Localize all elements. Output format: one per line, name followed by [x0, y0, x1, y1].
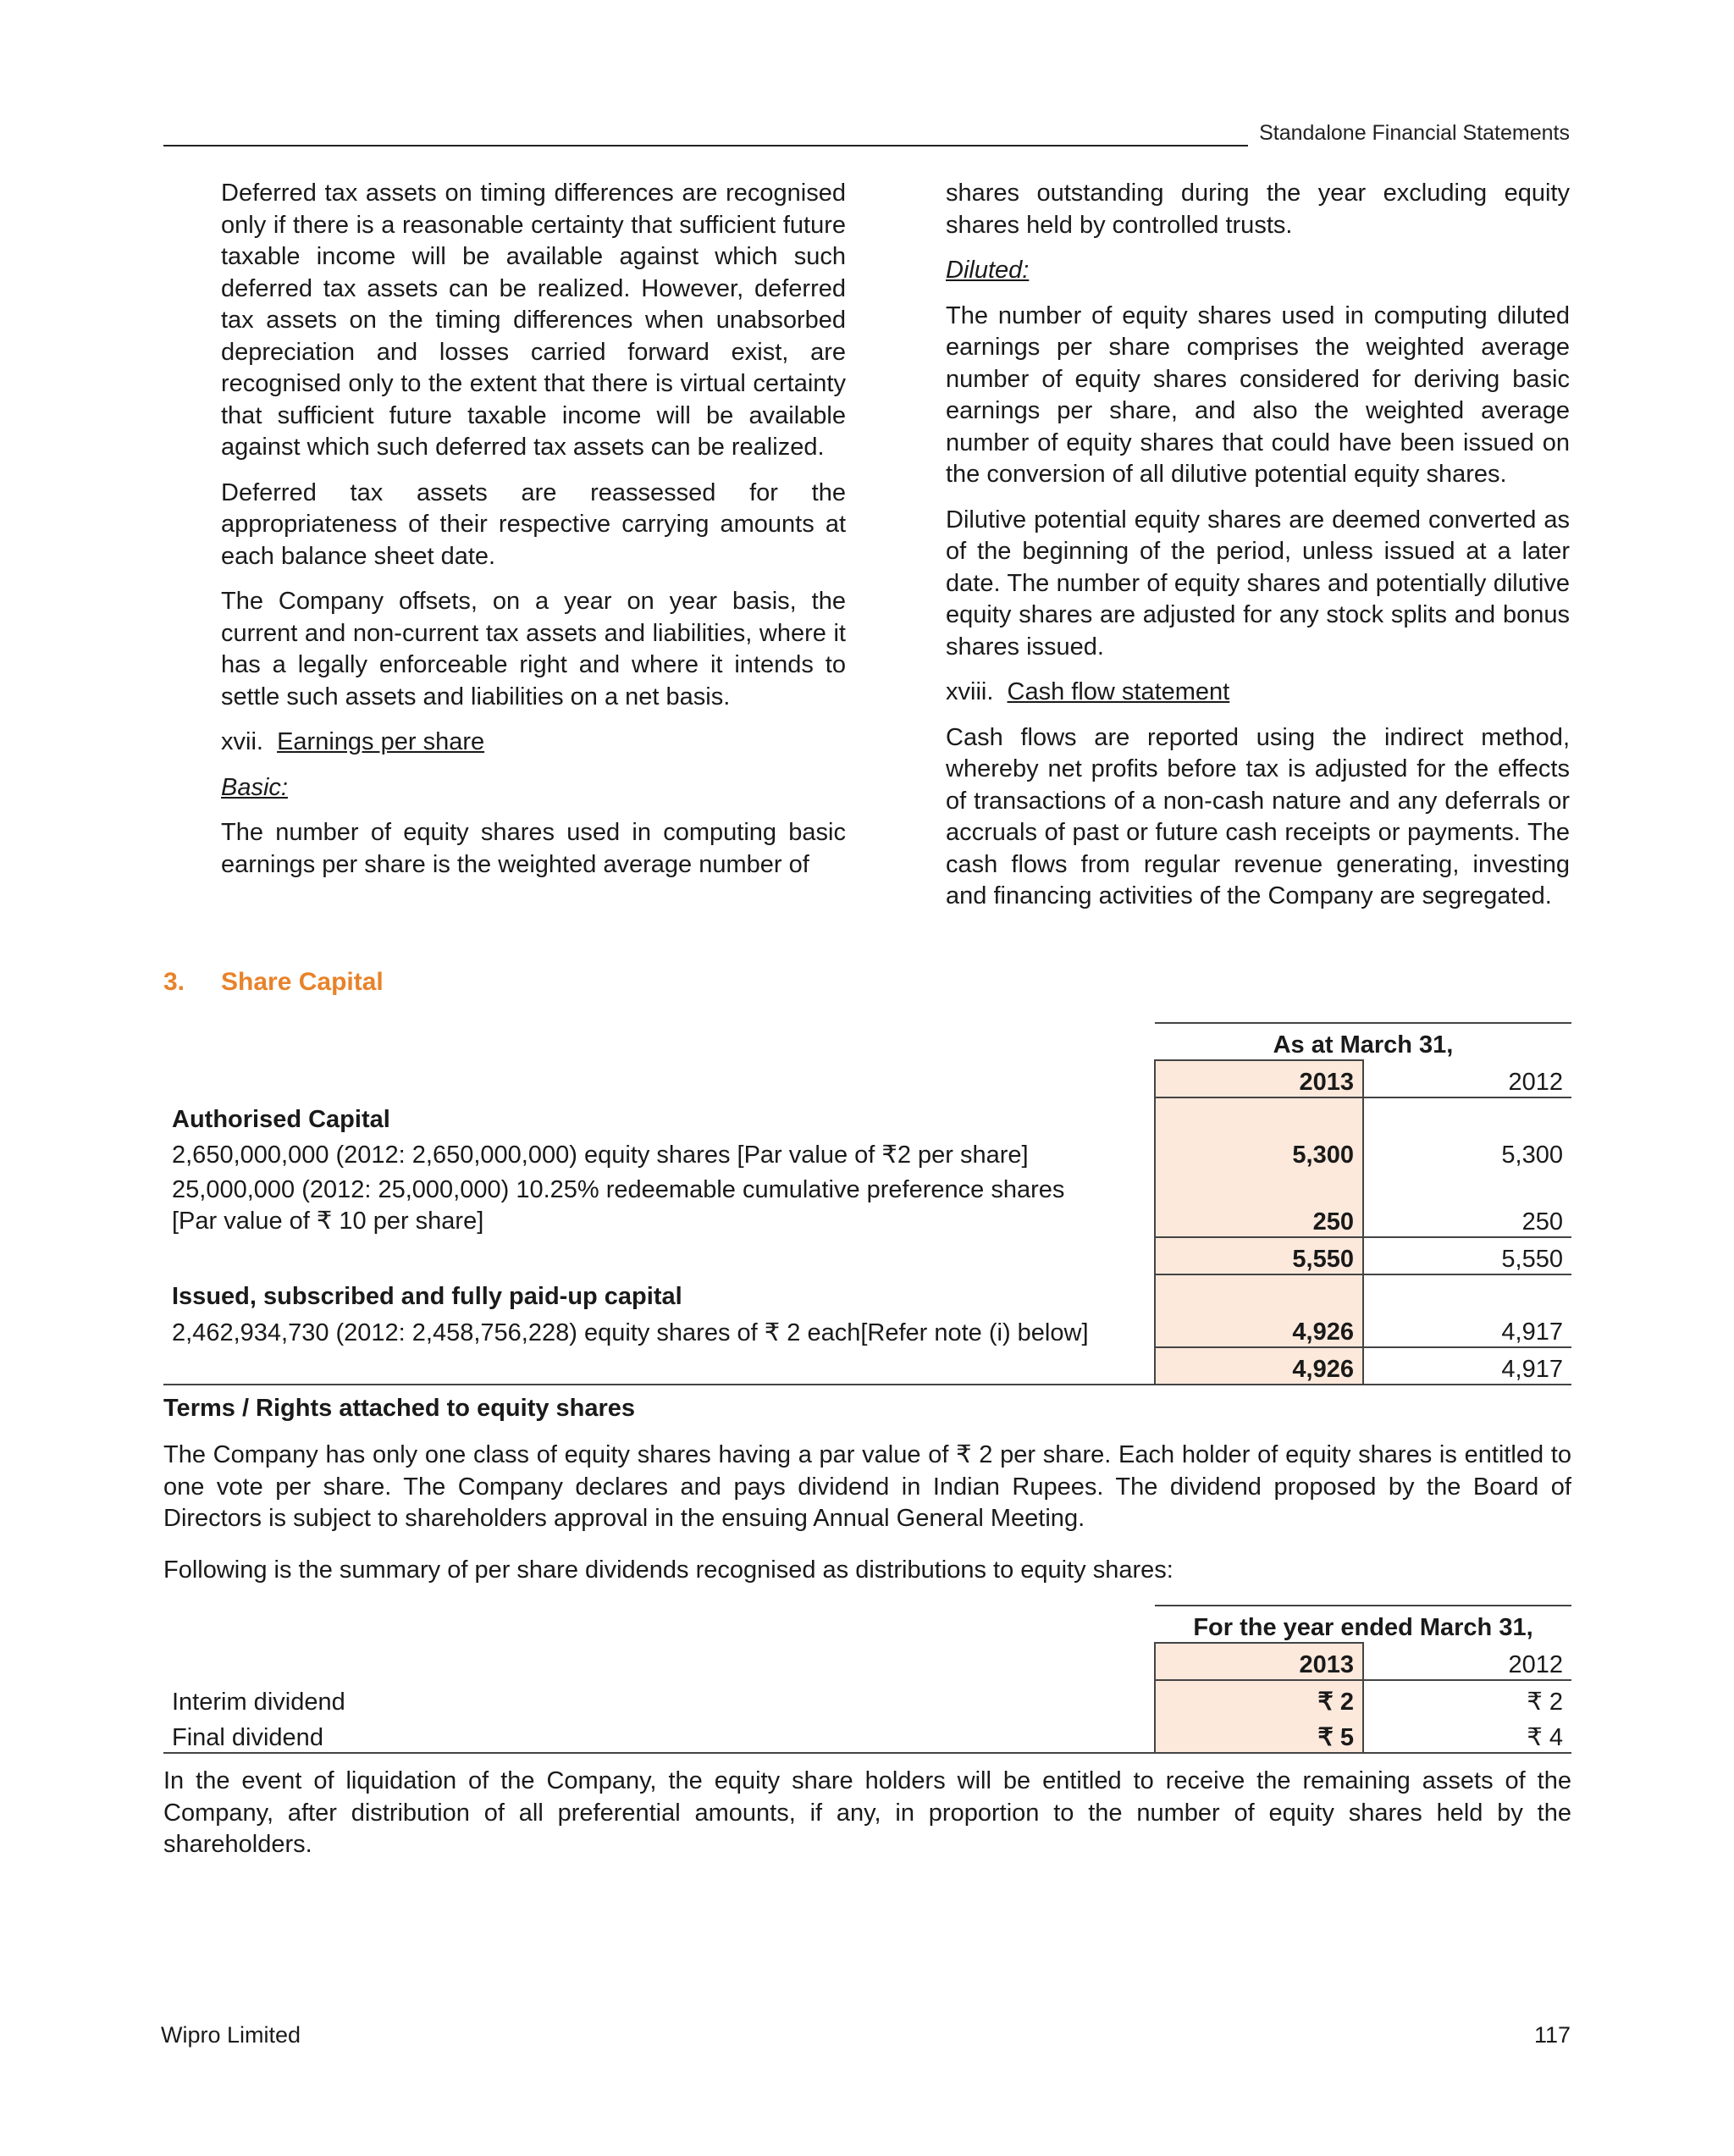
table-row: [163, 1606, 1571, 1643]
table-row: [163, 1169, 1571, 1237]
diluted-paragraph: The number of equity shares used in computing diluted earnings per share comprises the weighted average number of equity shares considered for deriving basic earnings per share, and also the weighted average number of equity shares that could have been issued on the conversion of all dilutive potential equity shares.: [946, 301, 1570, 488]
table-row: [163, 1680, 1571, 1717]
row-label: 2,462,934,730 (2012: 2,458,756,228) equity shares of ₹ 2 each[Refer note (i) below]: [172, 1319, 1089, 1346]
cell-2012: ₹ 2: [1527, 1689, 1563, 1716]
cell-2013: ₹ 5: [1155, 1717, 1363, 1753]
cell-2013: ₹ 2: [1155, 1680, 1363, 1717]
cash-flow-title: Cash flow statement: [1007, 678, 1230, 705]
share-capital-table: [163, 1022, 1571, 1385]
table-row: [163, 1274, 1571, 1311]
dilutive-potential-paragraph: Dilutive potential equity shares are deemed converted as of the beginning of the period, unless issued at a later date. The number of equity shares and potentially dilutive equity shares are adjusted for any stock splits and bonus shares issued.: [946, 506, 1570, 661]
year-ended-header: For the year ended March 31,: [1155, 1606, 1571, 1643]
diluted-heading: [946, 255, 1570, 287]
table-row: [163, 1311, 1571, 1347]
eps-heading: [221, 727, 846, 759]
liquidation-paragraph: In the event of liquidation of the Company, the equity share holders will be entitled to receive the remaining assets of the Company, after distribution of all preferential amounts, if any, in proportion to the number of equity shares held by the shareholders.: [163, 1767, 1571, 1858]
tax-offset-paragraph: The Company offsets, on a year on year basis, the current and non-current tax assets and liabilities, where it has a legally enforceable right and where it intends to settle such assets and liabilities on a net basis.: [221, 588, 846, 710]
section-number: 3.: [163, 968, 185, 996]
eps-title: Earnings per share: [277, 728, 485, 755]
table-row: [163, 1237, 1571, 1274]
row-label: [163, 1169, 1155, 1237]
year-2013-header: 2013: [1155, 1060, 1363, 1097]
basic-heading: [221, 772, 846, 804]
right-column: [946, 178, 1570, 926]
diluted-label: Diluted:: [946, 257, 1030, 284]
deferred-tax-paragraph-2: Deferred tax assets are reassessed for the appropriateness of their respective carrying amounts at each balance sheet date.: [221, 478, 846, 570]
cell-2012: ₹ 4: [1363, 1717, 1571, 1753]
total-2012: 4,917: [1363, 1347, 1571, 1385]
section-name: Share Capital: [221, 968, 384, 996]
page-header-title: Standalone Financial Statements: [1259, 121, 1570, 145]
row-label-line-1: 25,000,000 (2012: 25,000,000) 10.25% redeemable cumulative preference shares: [172, 1176, 1065, 1203]
cell-2013: 5,300: [1155, 1134, 1363, 1169]
cash-flow-heading: [946, 677, 1570, 709]
table-row: [163, 1643, 1571, 1680]
table-row: [163, 1347, 1571, 1385]
page-number: 117: [1533, 2022, 1571, 2048]
table-row: [163, 1134, 1571, 1169]
row-label: Interim dividend: [172, 1689, 345, 1716]
authorised-capital-title: Authorised Capital: [172, 1106, 390, 1133]
cell-2012: 250: [1521, 1208, 1563, 1236]
issued-capital-title: Issued, subscribed and fully paid-up capital: [172, 1283, 682, 1310]
table-row: [163, 1060, 1571, 1097]
dividend-table: [163, 1605, 1571, 1754]
deferred-tax-paragraph-1: Deferred tax assets on timing differences are recognised only if there is a reasonable certainty that sufficient future taxable income will be available against which such deferred tax assets can be realized. However, deferred tax assets on the timing differences when unabsorbed depreciation and losses carried forward exist, are recognised only to the extent that there is virtual certainty that sufficient future taxable income will be available against which such deferred tax assets can be realized.: [221, 180, 846, 461]
table-row: [163, 1023, 1571, 1060]
section-title: [163, 968, 384, 997]
basic-label: Basic:: [221, 773, 288, 801]
year-2012-header: 2012: [1363, 1060, 1571, 1097]
cell-2012: 4,917: [1501, 1318, 1563, 1346]
cash-flow-number: xviii.: [946, 678, 994, 705]
row-label: 2,650,000,000 (2012: 2,650,000,000) equity shares [Par value of ₹2 per share]: [172, 1142, 1029, 1169]
header-rule: [163, 145, 1248, 146]
table-row: [163, 1717, 1571, 1753]
eps-number: xvii.: [221, 728, 263, 755]
shares-outstanding-paragraph: shares outstanding during the year excluding equity shares held by controlled trusts.: [946, 180, 1570, 239]
cell-2013: 250: [1155, 1169, 1363, 1237]
basic-paragraph: The number of equity shares used in computing basic earnings per share is the weighted average number of: [221, 819, 846, 878]
row-label: Final dividend: [163, 1717, 1155, 1753]
year-2012-header: 2012: [1363, 1643, 1571, 1680]
dividend-summary-intro: Following is the summary of per share dividends recognised as distributions to equity shares:: [163, 1556, 1173, 1584]
as-at-header: As at March 31,: [1155, 1023, 1571, 1060]
table-row: [163, 1097, 1571, 1134]
cash-flow-paragraph: Cash flows are reported using the indirect method, whereby net profits before tax is adjusted for the effects of transactions of a non-cash nature and any deferrals or accruals of past or future cash receipts or payments. The cash flows from regular revenue generating, investing and financing activities of the Company are segregated.: [946, 723, 1570, 909]
left-column: [221, 178, 846, 894]
year-2013-header: 2013: [1155, 1643, 1363, 1680]
cell-2012: 5,300: [1501, 1142, 1563, 1169]
terms-title: Terms / Rights attached to equity shares: [163, 1395, 636, 1422]
footer-company: Wipro Limited: [161, 2022, 301, 2048]
total-2013: 4,926: [1155, 1347, 1363, 1385]
terms-paragraph: The Company has only one class of equity shares having a par value of ₹ 2 per share. Each holder of equity shares is entitled to one vote per share. The Company declares and pays dividend in Indian Rupees. The dividend proposed by the Board of Directors is subject to shareholders approval in the ensuing Annual General Meeting.: [163, 1441, 1571, 1532]
total-2012: 5,550: [1363, 1237, 1571, 1274]
total-2013: 5,550: [1155, 1237, 1363, 1274]
row-label-line-2: [Par value of ₹ 10 per share]: [172, 1208, 484, 1235]
cell-2013: 4,926: [1155, 1311, 1363, 1347]
